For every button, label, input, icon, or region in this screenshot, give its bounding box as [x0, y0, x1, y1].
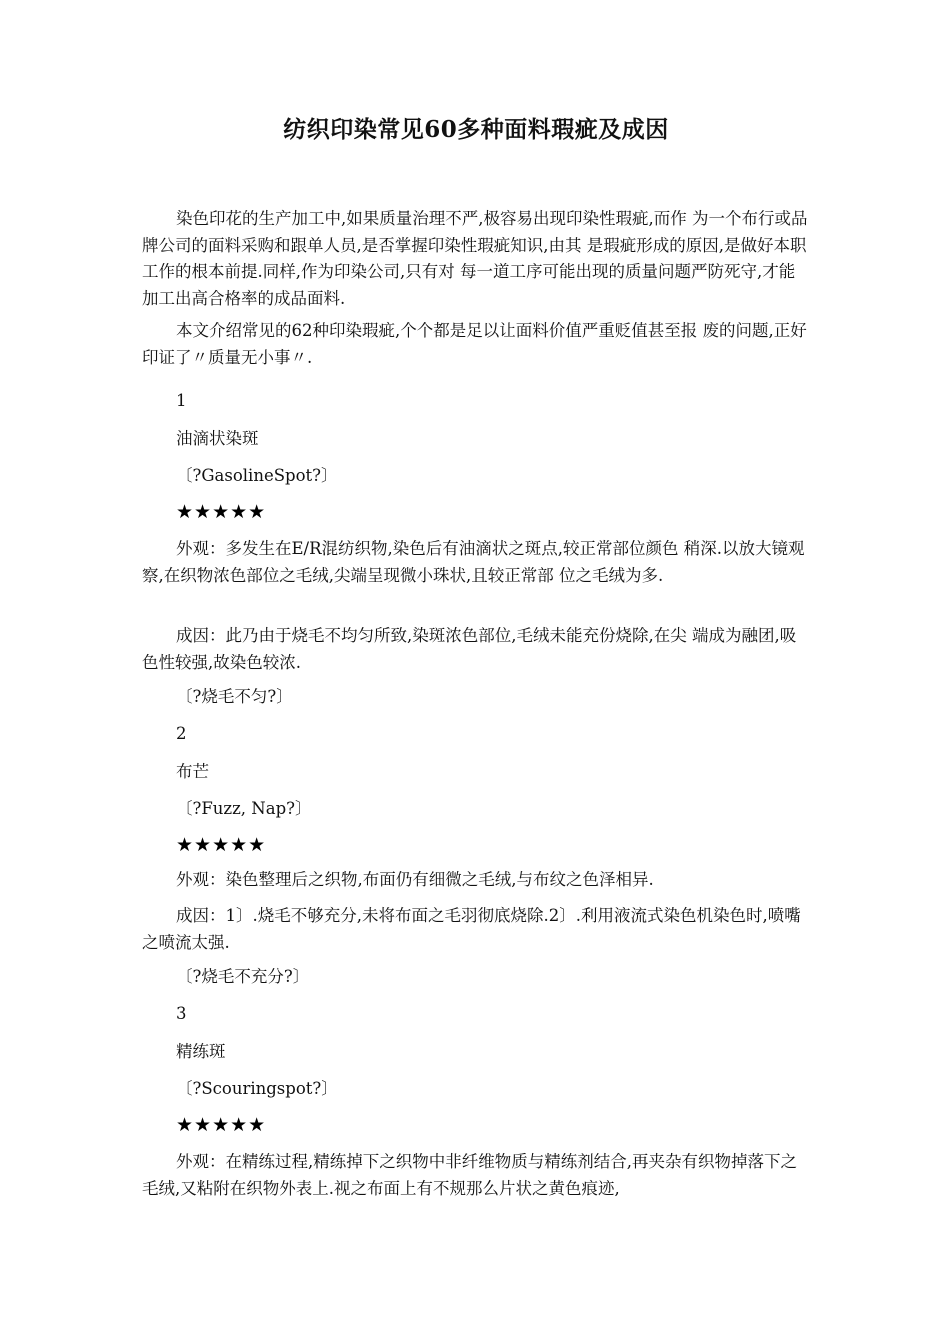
- document-title: 纺织印染常见60多种面料瑕疵及成因: [283, 116, 669, 143]
- defect-1-name: 油滴状染斑: [176, 429, 259, 448]
- defect-2-appearance: 外观：染色整理后之织物,布面仍有细微之毛绒,与布纹之色泽相异.: [176, 870, 654, 889]
- defect-3-english: 〔?Scouringspot?〕: [176, 1079, 338, 1098]
- intro-paragraph-2: 本文介绍常见的62种印染瑕疵,个个都是足以让面料价值严重贬值甚至报 废的问题,正好印证了〃质量无小事〃.: [142, 321, 807, 367]
- defect-2-english: 〔?Fuzz, Nap?〕: [176, 799, 312, 818]
- defect-1-number: 1: [176, 391, 187, 410]
- defect-1-english: 〔?GasolineSpot?〕: [176, 466, 338, 485]
- defect-2-rating-stars: ★★★★★: [176, 834, 267, 856]
- defect-1-cause-short: 〔?烧毛不匀?〕: [176, 687, 293, 706]
- document-page: [142, 0, 810, 1344]
- defect-1-cause: 成因：此乃由于烧毛不均匀所致,染斑浓色部位,毛绒未能充份烧除,在尖 端成为融团,吸色性较强,故染色较浓.: [142, 626, 797, 672]
- defect-2-cause-short: 〔?烧毛不充分?〕: [176, 967, 310, 986]
- defect-3-name: 精练斑: [176, 1042, 226, 1061]
- defect-2-number: 2: [176, 724, 187, 743]
- defect-3-number: 3: [176, 1004, 187, 1023]
- defect-2-name: 布芒: [176, 762, 209, 781]
- defect-3-appearance: 外观：在精练过程,精练掉下之织物中非纤维物质与精练剂结合,再夹杂有织物掉落下之毛绒,又粘附在织物外表上.视之布面上有不规那么片状之黄色痕迹,: [142, 1152, 797, 1198]
- intro-paragraph-1: 染色印花的生产加工中,如果质量治理不严,极容易出现印染性瑕疵,而作 为一个布行或品牌公司的面料采购和跟单人员,是否掌握印染性瑕疵知识,由其 是瑕疵形成的原因,是做好本职工作的根本前提.同样,作为印染公司,只有对 每一道工序可能出现的质量问题严防死守,才能加工出高合格率的成品面料.: [142, 209, 808, 308]
- defect-1-appearance: 外观：多发生在E/R混纺织物,染色后有油滴状之斑点,较正常部位颜色 稍深.以放大镜观察,在织物浓色部位之毛绒,尖端呈现微小珠状,且较正常部 位之毛绒为多.: [142, 539, 805, 585]
- defect-1-rating-stars: ★★★★★: [176, 501, 267, 523]
- defect-3-rating-stars: ★★★★★: [176, 1114, 267, 1136]
- defect-2-cause: 成因：1〕.烧毛不够充分,未将布面之毛羽彻底烧除.2〕.利用液流式染色机染色时,喷嘴之喷流太强.: [142, 906, 801, 952]
